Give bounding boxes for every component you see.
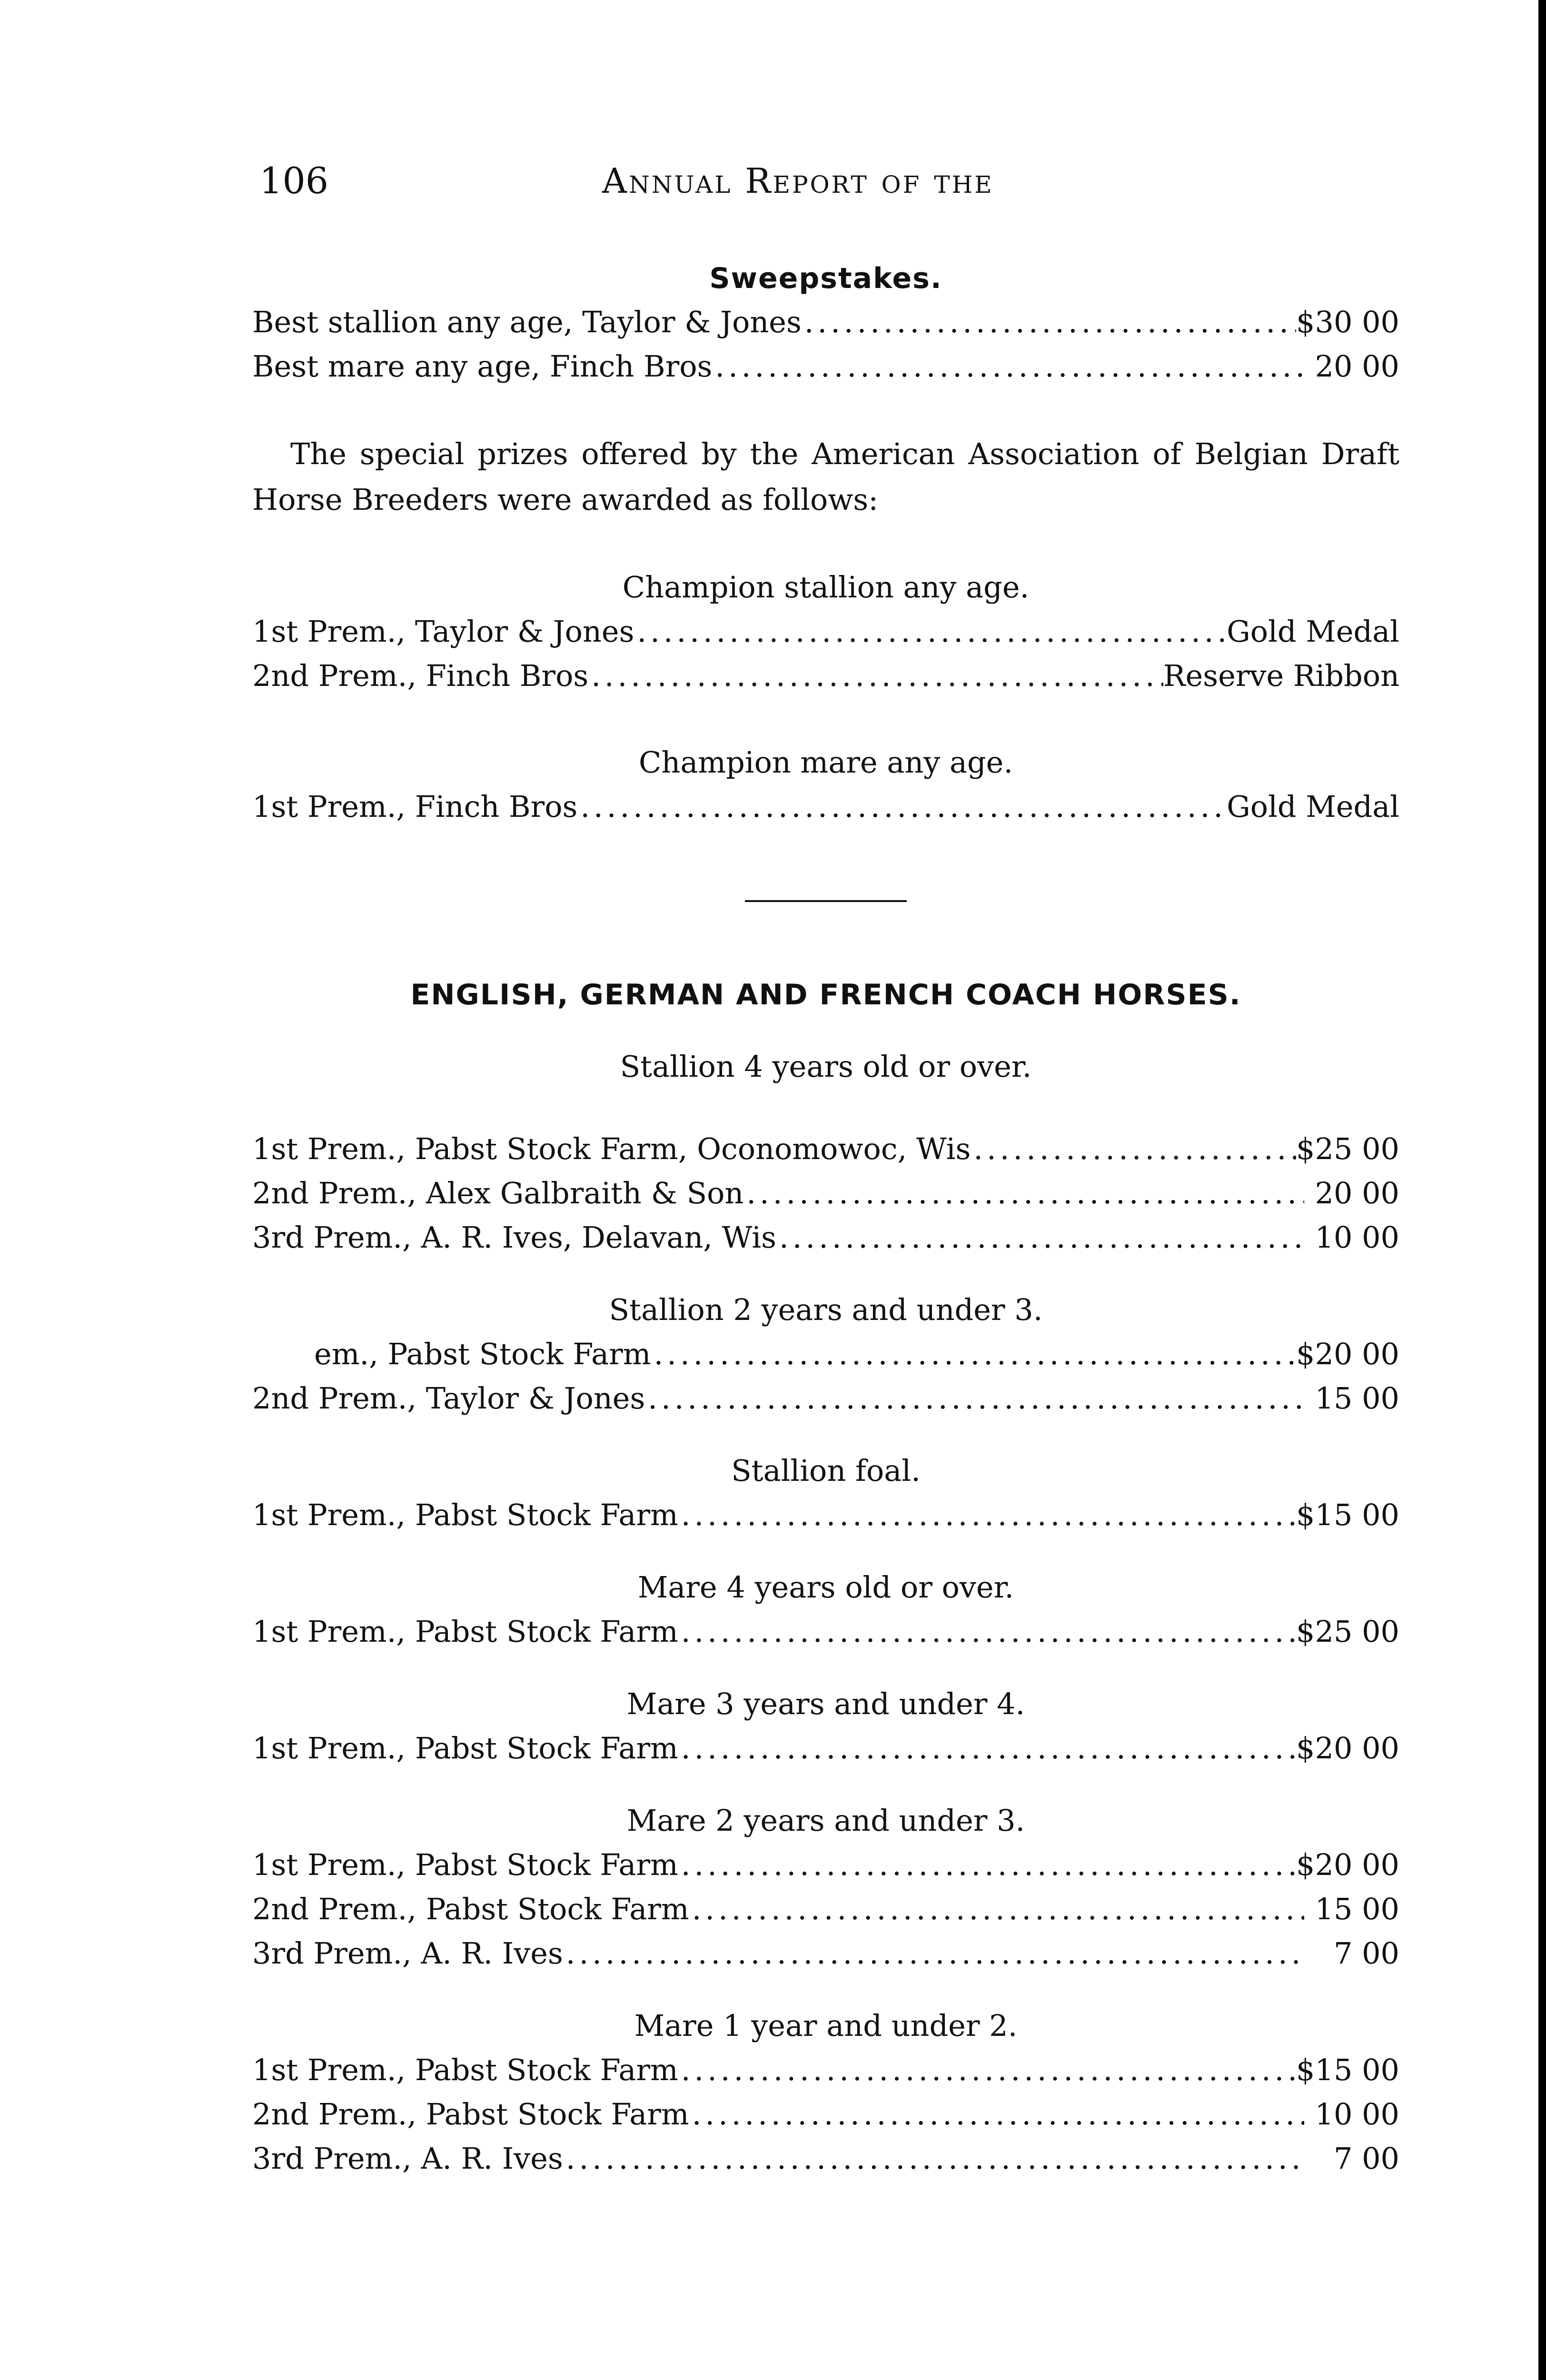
prize-award: Gold Medal — [1227, 789, 1399, 824]
section-heading: ENGLISH, GERMAN AND FRENCH COACH HORSES. — [410, 978, 1241, 1012]
dot-leader — [588, 654, 1163, 698]
dot-leader — [645, 1376, 1304, 1420]
prize-label: 1st Prem., Taylor & Jones — [252, 614, 634, 649]
prize-row — [252, 344, 1399, 388]
dot-leader — [678, 2048, 1296, 2092]
running-title: Annual Report of the — [602, 161, 994, 201]
dot-leader — [563, 2136, 1304, 2181]
prize-row — [252, 2048, 1399, 2092]
prize-award: Gold Medal — [1227, 614, 1399, 649]
prize-label: 2nd Prem., Finch Bros — [252, 658, 589, 693]
prize-row — [252, 1931, 1399, 1975]
prize-amount: 15 00 — [1315, 1381, 1399, 1416]
class-heading: Champion mare any age. — [638, 745, 1013, 780]
dot-leader — [971, 1127, 1296, 1171]
prize-label: 1st Prem., Pabst Stock Farm — [252, 1614, 678, 1649]
class-heading: Mare 1 year and under 2. — [634, 2008, 1018, 2043]
prize-row — [252, 1843, 1399, 1887]
class-heading: Mare 3 years and under 4. — [626, 1686, 1025, 1721]
prize-row — [252, 1887, 1399, 1931]
prize-row — [252, 609, 1399, 654]
prize-amount: $20 00 — [1296, 1337, 1399, 1371]
prize-row — [252, 1376, 1399, 1420]
prize-award: Reserve Ribbon — [1163, 658, 1399, 693]
prize-amount: $25 00 — [1296, 1614, 1399, 1649]
prize-label: 3rd Prem., A. R. Ives — [252, 2141, 563, 2176]
prize-label: 1st Prem., Pabst Stock Farm — [252, 1847, 678, 1882]
dot-leader — [563, 1931, 1304, 1975]
class-heading: Mare 2 years and under 3. — [626, 1803, 1025, 1838]
prize-amount: 10 00 — [1315, 2097, 1399, 2132]
prize-row — [252, 1609, 1399, 1654]
prize-row — [252, 2092, 1399, 2136]
prize-label: 1st Prem., Finch Bros — [252, 789, 578, 824]
prize-label: 2nd Prem., Alex Galbraith & Son — [252, 1176, 744, 1210]
prize-label: 2nd Prem., Taylor & Jones — [252, 1381, 645, 1416]
prize-row — [252, 1493, 1399, 1537]
page-content — [252, 257, 1399, 2181]
prize-label: 1st Prem., Pabst Stock Farm, Oconomowoc, Wis — [252, 1131, 971, 1166]
dot-leader — [743, 1171, 1304, 1215]
prize-label: em., Pabst Stock Farm — [314, 1337, 651, 1371]
dot-leader — [802, 300, 1296, 344]
prize-label: 2nd Prem., Pabst Stock Farm — [252, 1892, 689, 1926]
prize-label: Best stallion any age, Taylor & Jones — [252, 305, 802, 339]
dot-leader — [651, 1332, 1296, 1376]
scan-edge-right — [1538, 0, 1546, 2380]
prize-row — [252, 1171, 1399, 1215]
prize-amount: 10 00 — [1315, 1220, 1399, 1255]
class-heading: Stallion 2 years and under 3. — [609, 1292, 1043, 1327]
class-heading: Stallion 4 years old or over. — [620, 1049, 1032, 1084]
dot-leader — [678, 1843, 1296, 1887]
page-number: 106 — [259, 159, 329, 202]
prize-label: 2nd Prem., Pabst Stock Farm — [252, 2097, 689, 2132]
prize-row — [252, 1215, 1399, 1259]
prize-label: 3rd Prem., A. R. Ives — [252, 1936, 563, 1971]
prize-amount: 20 00 — [1315, 349, 1399, 384]
prize-amount: $15 00 — [1296, 1497, 1399, 1532]
dot-leader — [577, 784, 1227, 829]
dot-leader — [678, 1493, 1296, 1537]
prize-row — [252, 2136, 1399, 2181]
page-header — [259, 157, 1402, 214]
prize-amount: $15 00 — [1296, 2053, 1399, 2087]
prize-row — [252, 654, 1399, 698]
prize-amount: $20 00 — [1296, 1847, 1399, 1882]
class-heading: Stallion foal. — [731, 1453, 921, 1488]
class-heading: Champion stallion any age. — [622, 570, 1030, 605]
class-heading: Mare 4 years old or over. — [637, 1570, 1014, 1605]
prize-amount: 20 00 — [1315, 1176, 1399, 1210]
prize-amount: $25 00 — [1296, 1131, 1399, 1166]
prize-amount: 7 00 — [1333, 1936, 1399, 1971]
special-prizes-paragraph: The special prizes offered by the American Association of Belgian Draft Horse Breeders were awarded as follows: — [252, 436, 1399, 517]
prize-label: Best mare any age, Finch Bros — [252, 349, 713, 384]
prize-amount: 7 00 — [1333, 2141, 1399, 2176]
prize-row — [252, 1127, 1399, 1171]
prize-label: 1st Prem., Pabst Stock Farm — [252, 1497, 678, 1532]
dot-leader — [776, 1215, 1304, 1259]
prize-label: 1st Prem., Pabst Stock Farm — [252, 1731, 678, 1765]
prize-amount: $20 00 — [1296, 1731, 1399, 1765]
prize-row — [252, 1726, 1399, 1770]
dot-leader — [712, 344, 1304, 388]
prize-row — [252, 784, 1399, 829]
sweepstakes-heading: Sweepstakes. — [709, 262, 942, 295]
dot-leader — [689, 1887, 1304, 1931]
prize-row — [252, 1332, 1399, 1376]
dot-leader — [689, 2092, 1304, 2136]
prize-amount: $30 00 — [1296, 305, 1399, 339]
dot-leader — [678, 1726, 1296, 1770]
prize-label: 1st Prem., Pabst Stock Farm — [252, 2053, 678, 2087]
prize-label: 3rd Prem., A. R. Ives, Delavan, Wis — [252, 1220, 776, 1255]
prize-amount: 15 00 — [1315, 1892, 1399, 1926]
prize-row — [252, 300, 1399, 344]
dot-leader — [634, 609, 1227, 654]
dot-leader — [678, 1609, 1296, 1654]
